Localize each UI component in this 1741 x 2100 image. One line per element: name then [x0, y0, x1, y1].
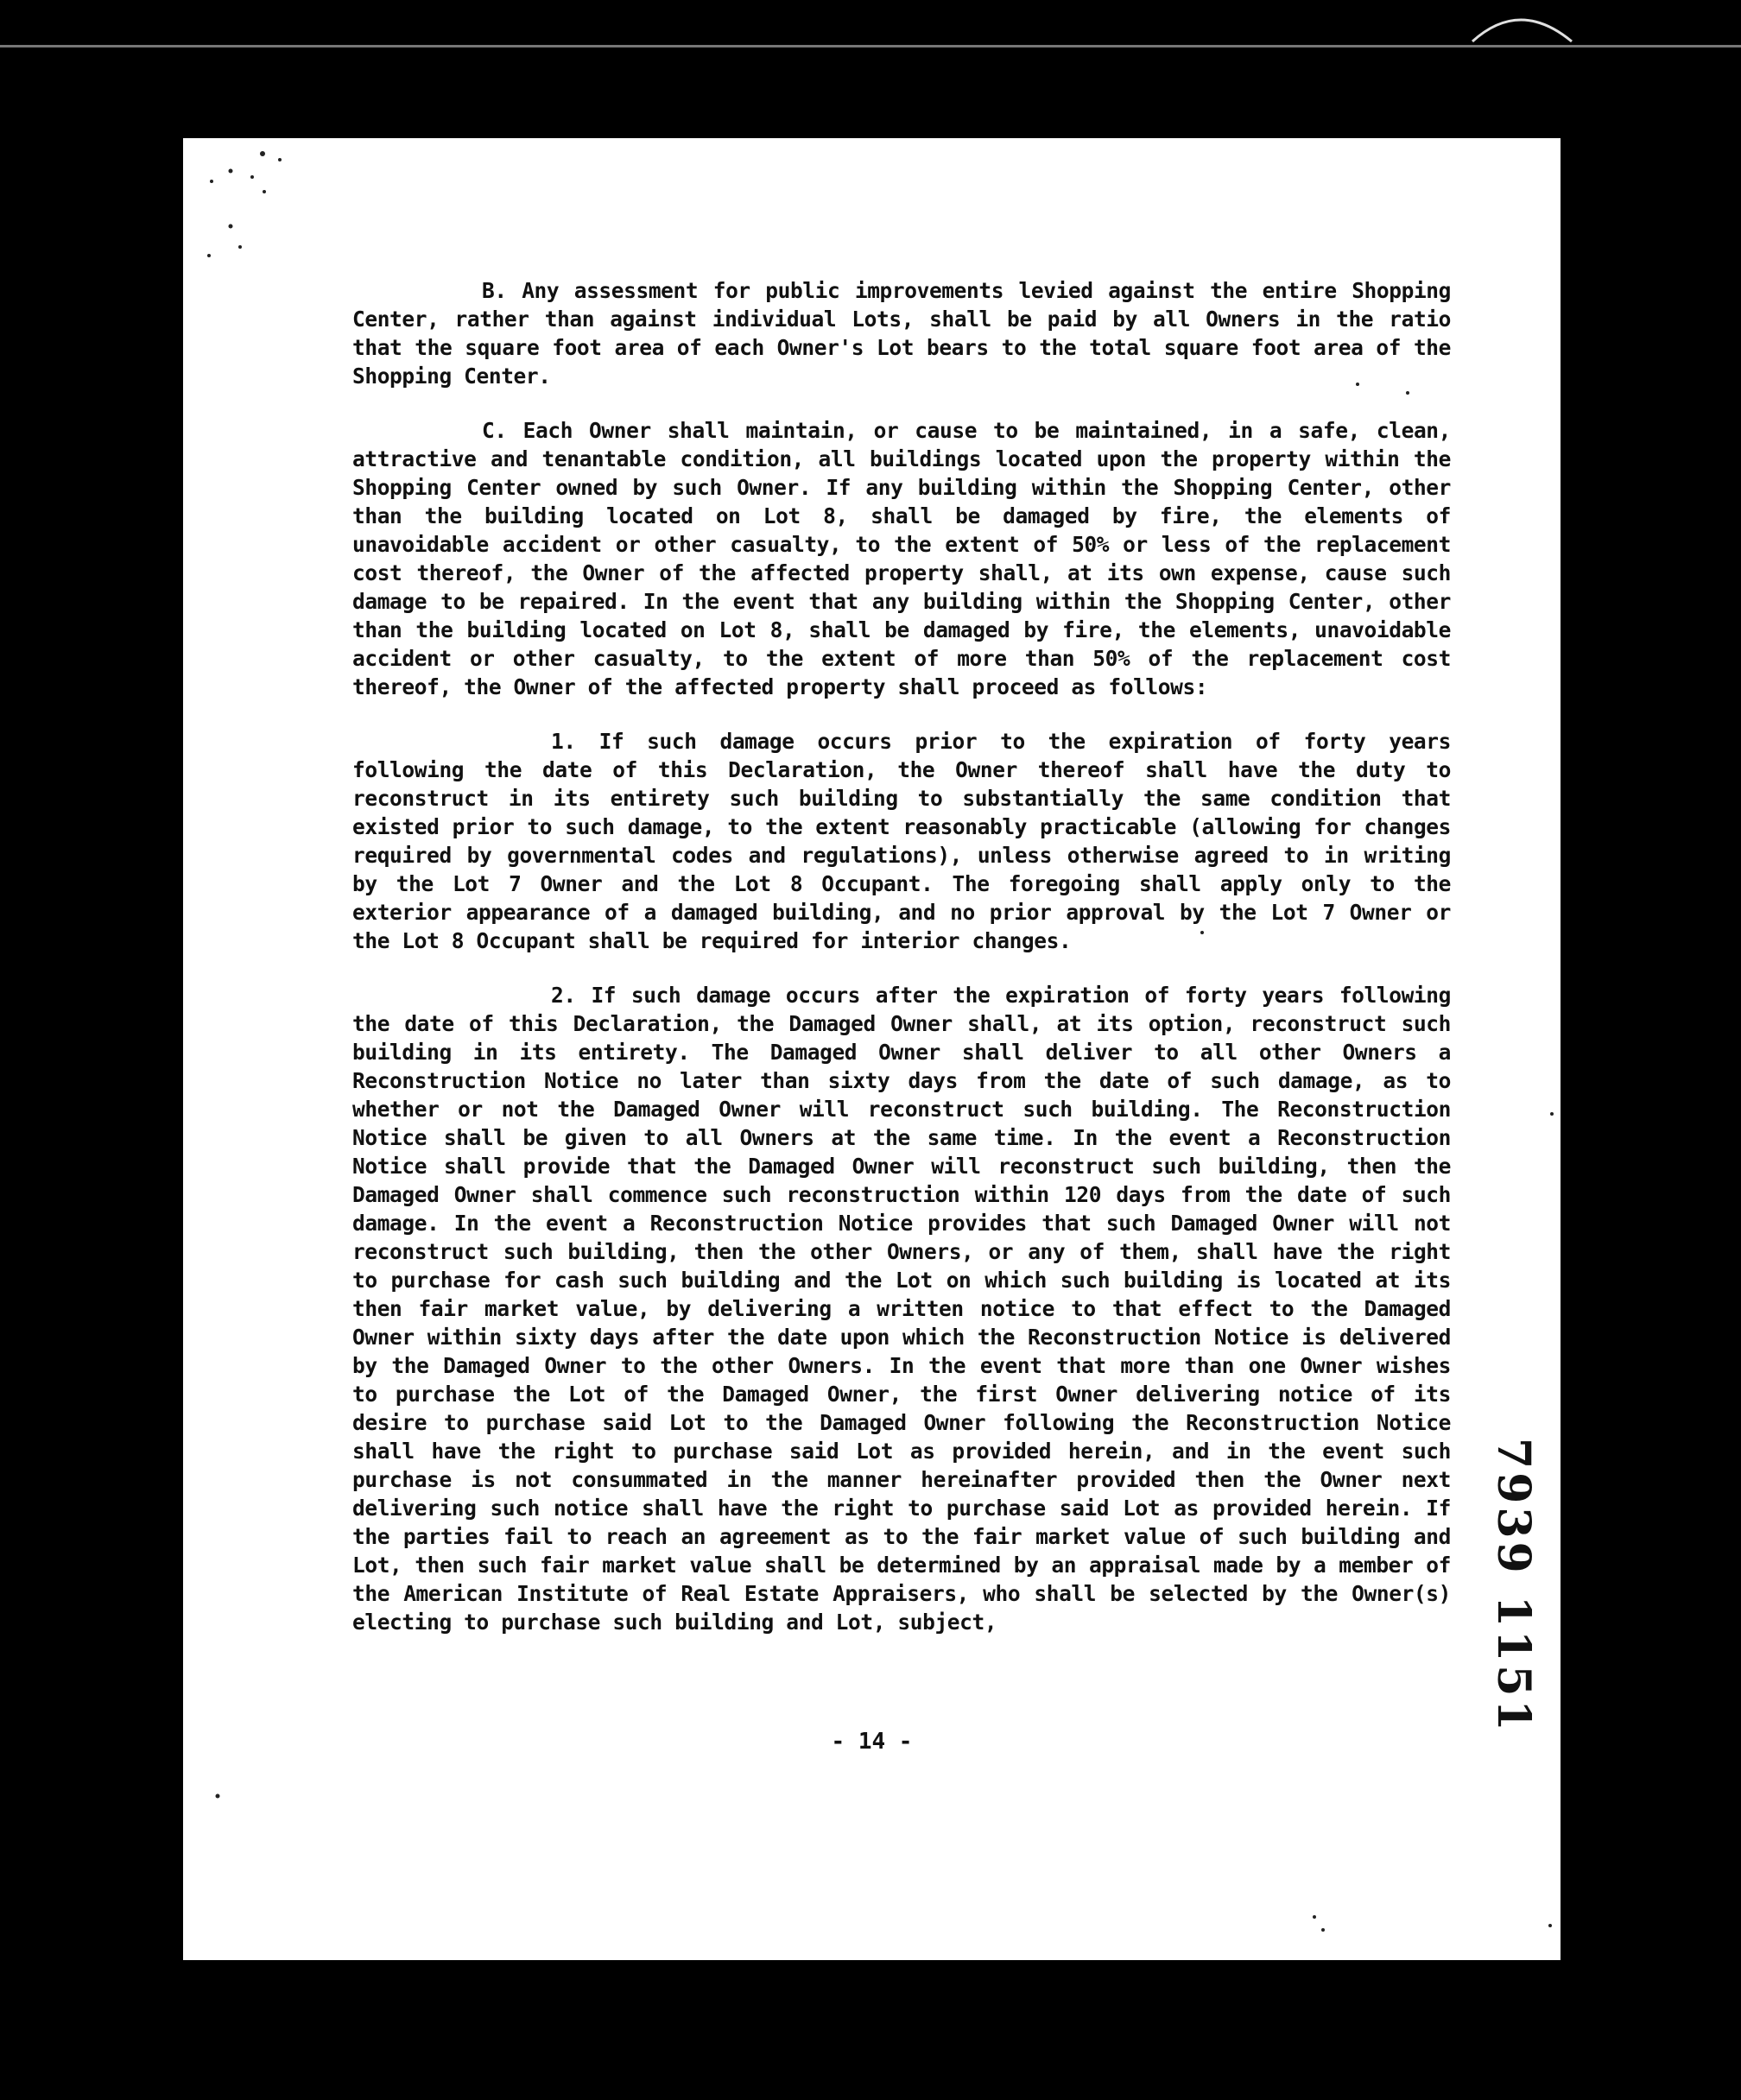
- paragraph-c1: 1. If such damage occurs prior to the expiration of forty years following the date of this Declaration, the Owner thereof shall have the duty to reconstruct in its entirety such building to substantially the same condition that existed prior to such damage, to the extent reasonably practicable (allowing for changes required by governmental codes and regulations), unless otherwise agreed to in writing by the Lot 7 Owner and the Lot 8 Occupant. The foregoing shall apply only to the exterior appearance of a damaged building, and no prior approval by the Lot 7 Owner or the Lot 8 Occupant shall be required for interior changes.: [352, 729, 1451, 953]
- document-page: [183, 138, 1561, 1960]
- document-body: [352, 276, 1451, 1662]
- recording-stamp: [1474, 1438, 1552, 1735]
- scan-artifact-arc: [1468, 7, 1589, 59]
- recording-stamp-text: 7939 1151: [1487, 1438, 1540, 1735]
- paragraph-b: B. Any assessment for public improvements levied against the entire Shopping Center, rather than against individual Lots, shall be paid by all Owners in the ratio that the square foot area of each Owner's Lot bears to the total square foot area of the Shopping Center.: [352, 278, 1451, 389]
- paragraph-c: C. Each Owner shall maintain, or cause to be maintained, in a safe, clean, attractive and tenantable condition, all buildings located upon the property within the Shopping Center owned by such Owner. If any building within the Shopping Center, other than the building located on Lot 8, shall be damaged by fire, the elements of unavoidable accident or other casualty, to the extent of 50% or less of the replacement cost thereof, the Owner of the affected property shall, at its own expense, cause such damage to be repaired. In the event that any building within the Shopping Center, other than the building located on Lot 8, shall be damaged by fire, the elements, unavoidable accident or other casualty, to the extent of more than 50% of the replacement cost thereof, the Owner of the affected property shall proceed as follows:: [352, 418, 1451, 699]
- paragraph-c2: 2. If such damage occurs after the expiration of forty years following the date of this Declaration, the Damaged Owner shall, at its option, reconstruct such building in its entirety. The Damaged Owner shall deliver to all other Owners a Reconstruction Notice no later than sixty days from the date of such damage, as to whether or not the Damaged Owner will reconstruct such building. The Reconstruction Notice shall be given to all Owners at the same time. In the event a Reconstruction Notice shall provide that the Damaged Owner will reconstruct such building, then the Damaged Owner shall commence such reconstruction within 120 days from the date of such damage. In the event a Reconstruction Notice provides that such Damaged Owner will not reconstruct such building, then the other Owners, or any of them, shall have the right to purchase for cash such building and the Lot on which such building is located at its then fair market value, by delivering a written notice to that effect to the Damaged Owner within sixty days after the date upon which the Reconstruction Notice is delivered by the Damaged Owner to the other Owners. In the event that more than one Owner wishes to purchase the Lot of the Damaged Owner, the first Owner delivering notice of its desire to purchase said Lot to the Damaged Owner following the Reconstruction Notice shall have the right to purchase said Lot as provided herein, and in the event such purchase is not consummated in the manner hereinafter provided then the Owner next delivering such notice shall have the right to purchase said Lot as provided herein. If the parties fail to reach an agreement as to the fair market value of such building and Lot, then such fair market value shall be determined by an appraisal made by a member of the American Institute of Real Estate Appraisers, who shall be selected by the Owner(s) electing to purchase such building and Lot, subject,: [352, 983, 1451, 1635]
- page-number: - 14 -: [831, 1729, 913, 1755]
